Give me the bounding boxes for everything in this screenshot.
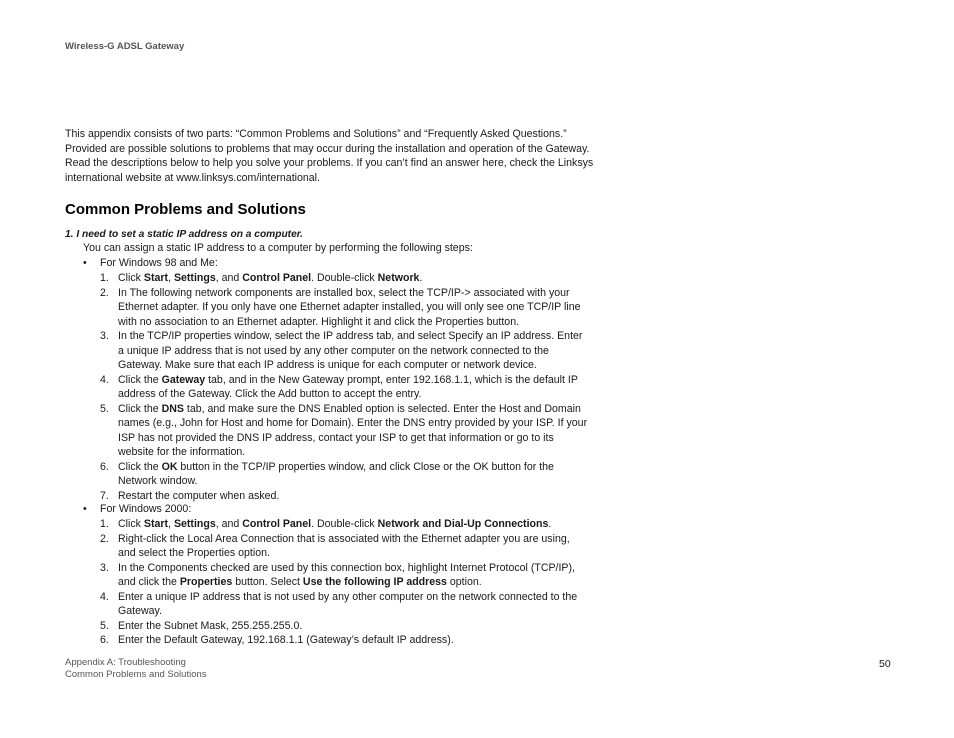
intro-text: This appendix consists of two parts: “Common Problems and Solutions” and “Frequently Asked Questions.” Provided are possible solutions to problems that may occur during the installation and operation of the Gateway. Read the descriptions below to help you solve your problems. If you can’t find an answer here, check the Linksys international website at www.linksys.com/international. [65, 128, 594, 184]
footer-section: Common Problems and Solutions [65, 669, 207, 680]
list-item: 1. Click Start, Settings, and Control Panel. Double-click Network and Dial-Up Connections. [100, 518, 552, 530]
bullet: • [83, 503, 87, 515]
question-heading: 1. I need to set a static IP address on a computer. [65, 229, 303, 240]
list-item: 2. Right-click the Local Area Connection that is associated with the Ethernet adapter you are using, and select the Properties option. [100, 532, 570, 559]
question-lead: You can assign a static IP address to a computer by performing the following steps: [83, 242, 473, 254]
list-item: 3. In the Components checked are used by this connection box, highlight Internet Protocol (TCP/IP), and click the Properties button. Select Use the following IP address option. [100, 561, 575, 588]
win98-steps [100, 271, 590, 503]
intro-paragraph [65, 127, 595, 185]
list-item: 5. Enter the Subnet Mask, 255.255.255.0. [100, 619, 303, 632]
list-item: 4. Click the Gateway tab, and in the New Gateway prompt, enter 192.168.1.1, which is the default IP address of the Gateway. Click the Add button to accept the entry. [100, 373, 578, 400]
bullet: • [83, 257, 87, 269]
list-item: 4. Enter a unique IP address that is not used by any other computer on the network connected to the Gateway. [100, 590, 578, 617]
list-item: 6. Enter the Default Gateway, 192.168.1.1 (Gateway’s default IP address). [100, 634, 454, 646]
list-item: 3. In the TCP/IP properties window, select the IP address tab, and select Specify an IP address. Enter a unique IP address that is not used by any other computer on the network connected to the Gateway. Make sure that each IP address is unique for each computer or network device. [100, 330, 583, 371]
win2000-steps [100, 517, 590, 648]
win98-label: For Windows 98 and Me: [100, 257, 218, 269]
section-title: Common Problems and Solutions [65, 201, 306, 218]
running-header: Wireless-G ADSL Gateway [65, 41, 185, 52]
list-item: 6. Click the OK button in the TCP/IP properties window, and click Close or the OK button for the Network window. [100, 460, 554, 487]
win2000-label: For Windows 2000: [100, 503, 192, 515]
footer-appendix: Appendix A: Troubleshooting [65, 657, 186, 668]
list-item: 5. Click the DNS tab, and make sure the DNS Enabled option is selected. Enter the Host and Domain names (e.g., John for Host and home for Domain). Enter the DNS entry provided by your ISP. If your ISP has not provided the DNS IP address, contact your ISP to get that information or go to its website for the information. [100, 402, 588, 458]
list-item: 7. Restart the computer when asked. [100, 489, 280, 502]
list-item: 2. In The following network components are installed box, select the TCP/IP-> associated with your Ethernet adapter. If you only have one Ethernet adapter installed, you will only see one TCP/IP line with no association to an Ethernet adapter. Highlight it and click the Properties button. [100, 286, 581, 328]
page-number: 50 [879, 658, 891, 670]
list-item: 1. Click Start, Settings, and Control Panel. Double-click Network. [100, 272, 423, 284]
running-footer [65, 657, 207, 681]
